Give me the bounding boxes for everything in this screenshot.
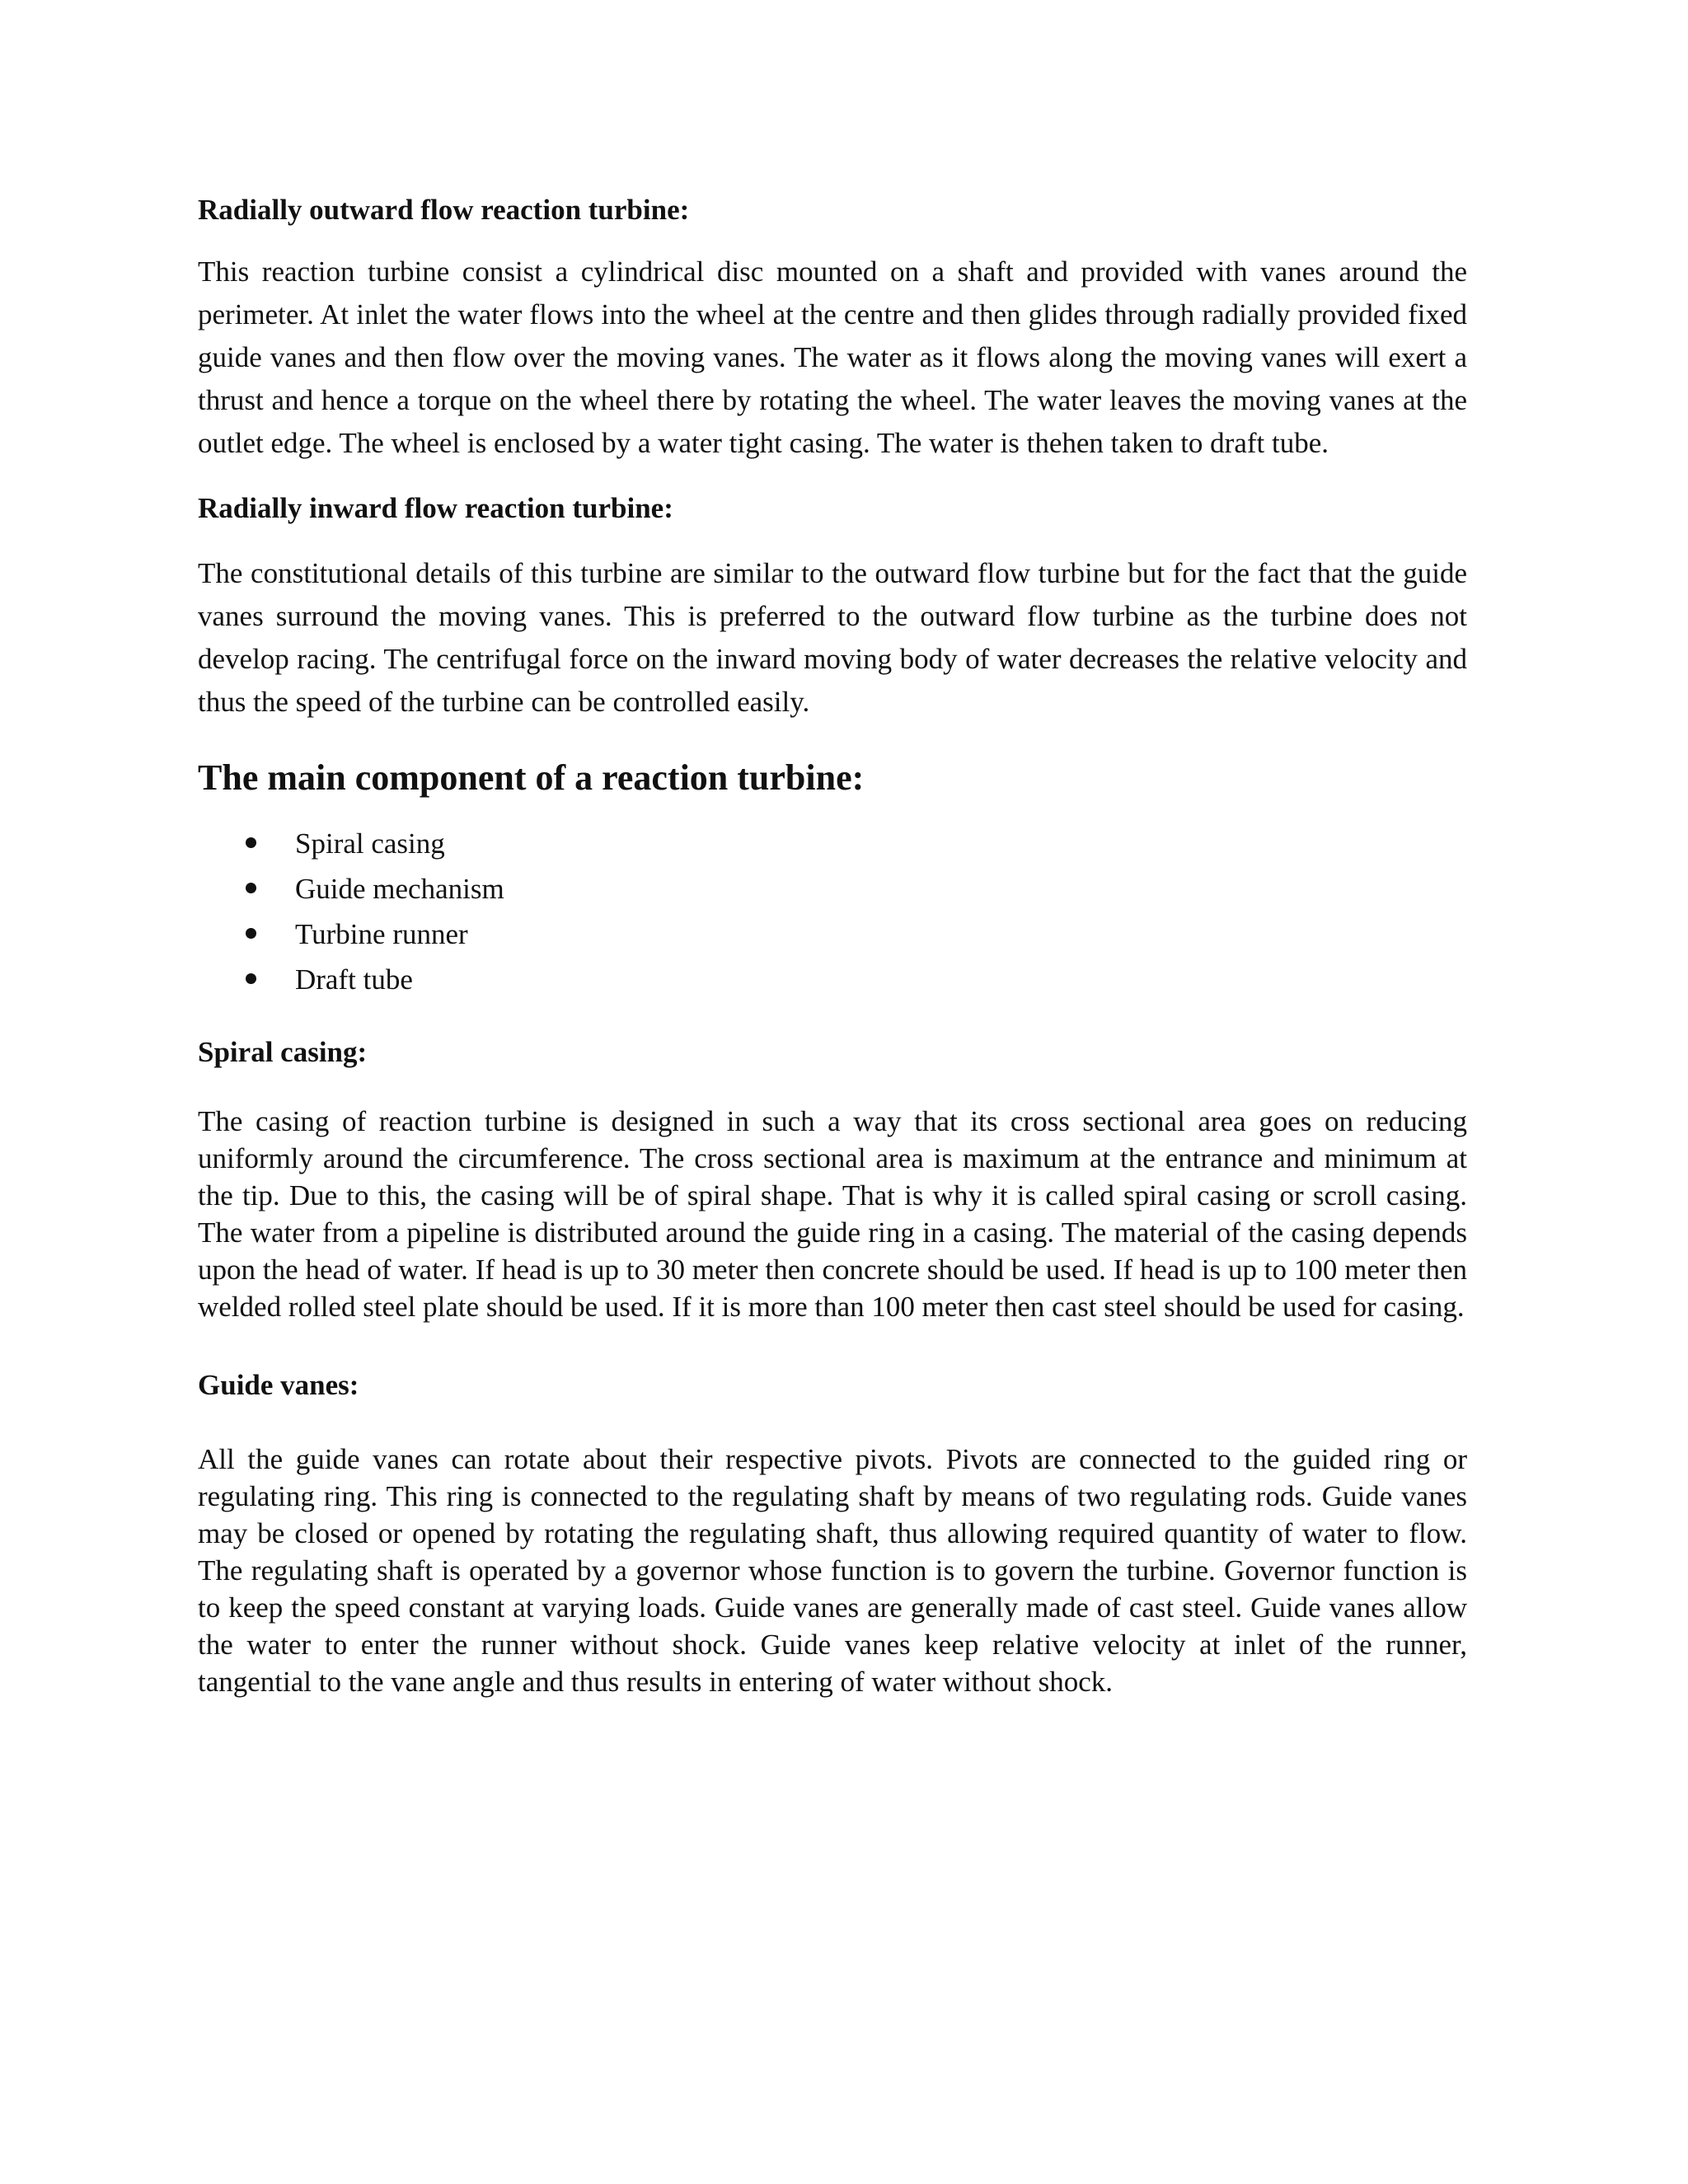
list-item-label: Spiral casing [295,827,445,860]
list-item-label: Turbine runner [295,918,468,950]
list-item [198,957,1467,1002]
heading-inward-flow: Radially inward flow reaction turbine: [198,492,673,524]
bullet-icon [246,883,256,893]
list-item [198,866,1467,912]
list-item-label: Draft tube [295,963,413,996]
list-item [198,821,1467,866]
bullet-icon [246,928,256,939]
paragraph-inward-flow: The constitutional details of this turbine are similar to the outward flow turbine but for the fact that the guide vanes surround the moving vanes. This is preferred to the outward flow turbine as the turbine does not develop racing. The centrifugal force on the inward moving body of water decreases the relative velocity and thus the speed of the turbine can be controlled easily. [198,557,1467,718]
list-item [198,912,1467,957]
bullet-icon [246,837,256,848]
paragraph-guide-vanes: All the guide vanes can rotate about their respective pivots. Pivots are connected to the guided ring or regulating ring. This ring is connected to the regulating shaft by means of two regulating rods. Guide vanes may be closed or opened by rotating the regulating shaft, thus allowing required quantity of water to flow. The regulating shaft is operated by a governor whose function is to govern the turbine. Governor function is to keep the speed constant at varying loads. Guide vanes are generally made of cast steel. Guide vanes allow the water to enter the runner without shock. Guide vanes keep relative velocity at inlet of the runner, tangential to the vane angle and thus results in entering of water without shock. [198,1443,1467,1698]
bullet-icon [246,973,256,984]
document-page [198,191,1467,1700]
heading-main-components: The main component of a reaction turbine: [198,757,865,798]
heading-outward-flow: Radially outward flow reaction turbine: [198,194,690,226]
heading-guide-vanes: Guide vanes: [198,1369,359,1401]
list-item-label: Guide mechanism [295,873,504,905]
component-list [198,821,1467,1002]
paragraph-outward-flow: This reaction turbine consist a cylindrical disc mounted on a shaft and provided with vanes around the perimeter. At inlet the water flows into the wheel at the centre and then glides through radially provided fixed guide vanes and then flow over the moving vanes. The water as it flows along the moving vanes will exert a thrust and hence a torque on the wheel there by rotating the wheel. The water leaves the moving vanes at the outlet edge. The wheel is enclosed by a water tight casing. The water is thehen taken to draft tube. [198,255,1467,459]
paragraph-spiral-casing: The casing of reaction turbine is designed in such a way that its cross sectional area goes on reducing uniformly around the circumference. The cross sectional area is maximum at the entrance and minimum at the tip. Due to this, the casing will be of spiral shape. That is why it is called spiral casing or scroll casing. The water from a pipeline is distributed around the guide ring in a casing. The material of the casing depends upon the head of water. If head is up to 30 meter then concrete should be used. If head is up to 100 meter then welded rolled steel plate should be used. If it is more than 100 meter then cast steel should be used for casing. [198,1105,1467,1323]
heading-spiral-casing: Spiral casing: [198,1036,368,1068]
